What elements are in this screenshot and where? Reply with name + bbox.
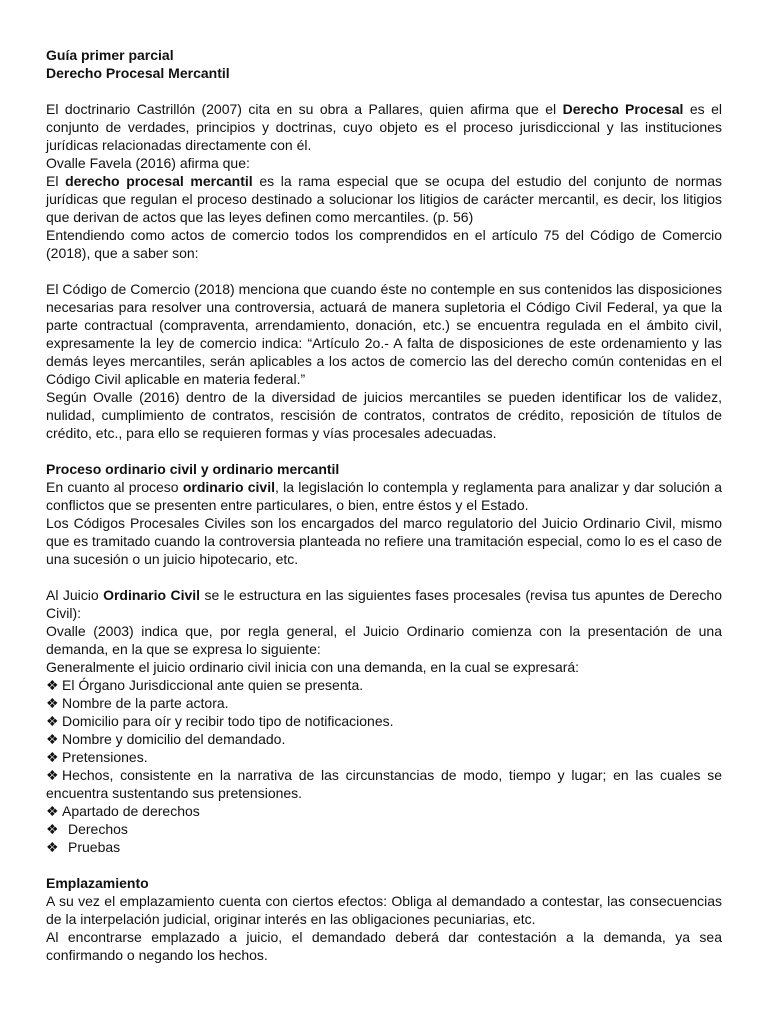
juicio-paragraph-2: Ovalle (2003) indica que, por regla general, el Juicio Ordinario comienza con la presentación de una demanda, en la que se expresa lo siguiente: — [46, 623, 722, 657]
diamond-bullet-icon: ❖ — [46, 839, 59, 855]
derechos-sub-bullet-list — [46, 820, 722, 856]
codigo-paragraph-1: El Código de Comercio (2018) menciona que cuando éste no contemple en sus contenidos las disposiciones necesarias para resolver una controversia, actuará de manera supletoria el Código Civil Federal, ya que la parte contractual (compraventa, arrendamiento, donación, etc.) se encuentra regulada en el ámbito civil, expresamente la ley de comercio indica: “Artículo 2o.- A falta de disposiciones de este ordenamiento y las demás leyes mercantiles, serán aplicables a los actos de comercio las del derecho común contenidas en el Código Civil aplicable en materia federal.” — [46, 281, 722, 387]
proceso-paragraph-2: Los Códigos Procesales Civiles son los encargados del marco regulatorio del Juicio Ordinario Civil, mismo que es tramitado cuando la controversia planteada no refiere una tramitación especial, como lo es el caso de una sucesión o un juicio hipotecario, etc. — [46, 515, 722, 567]
emplazamiento-paragraph-1: A su vez el emplazamiento cuenta con ciertos efectos: Obliga al demandado a contestar, las consecuencias de la interpelación judicial, originar interés en las obligaciones pecuniarias, etc. — [46, 893, 722, 927]
list-item: ❖ Nombre y domicilio del demandado. — [46, 731, 286, 747]
intro-paragraph-3: El derecho procesal mercantil es la rama especial que se ocupa del estudio del conjunto de normas jurídicas que regulan el proceso destinado a solucionar los litigios de carácter mercantil, es decir, los litigios que derivan de actos que las leyes definen como mercantiles. (p. 56) — [46, 173, 722, 225]
spacer — [46, 262, 722, 280]
list-item: ❖ Pruebas — [46, 839, 121, 855]
diamond-bullet-icon: ❖ — [46, 713, 59, 729]
spacer — [46, 856, 722, 874]
juicio-paragraph-1: Al Juicio Ordinario Civil se le estructura en las siguientes fases procesales (revisa tus apuntes de Derecho Civil): — [46, 587, 722, 621]
diamond-bullet-icon: ❖ — [46, 767, 59, 783]
emplazamiento-paragraph-2: Al encontrarse emplazado a juicio, el demandado deberá dar contestación a la demanda, ya sea confirmando o negando los hechos. — [46, 929, 722, 963]
spacer — [46, 442, 722, 460]
list-item: ❖ Hechos, consistente en la narrativa de las circunstancias de modo, tiempo y lugar; en las cuales se encuentra sustentando sus pretensiones. — [46, 767, 722, 801]
diamond-bullet-icon: ❖ — [46, 695, 59, 711]
list-item: ❖ Nombre de la parte actora. — [46, 695, 229, 711]
diamond-bullet-icon: ❖ — [46, 677, 59, 693]
list-item: ❖ Derechos — [46, 821, 128, 837]
intro-paragraph-1: El doctrinario Castrillón (2007) cita en su obra a Pallares, quien afirma que el Derecho Procesal es el conjunto de verdades, principios y doctrinas, cuyo objeto es el proceso jurisdiccional y las instituciones jurídicas relacionadas directamente con él. — [46, 101, 722, 153]
intro-paragraph-2: Ovalle Favela (2016) afirma que: — [46, 155, 250, 171]
proceso-paragraph-1: En cuanto al proceso ordinario civil, la legislación lo contempla y reglamenta para analizar y dar solución a conflictos que se presenten entre particulares, o bien, entre éstos y el Estado. — [46, 479, 722, 513]
codigo-paragraph-2: Según Ovalle (2016) dentro de la diversidad de juicios mercantiles se pueden identificar los de validez, nulidad, cumplimiento de contratos, rescisión de contratos, contratos de crédito, reposición de títulos de crédito, etc., para ello se requieren formas y vías procesales adecuadas. — [46, 389, 722, 441]
list-item: ❖ Apartado de derechos — [46, 803, 200, 819]
document-subtitle: Derecho Procesal Mercantil — [46, 65, 230, 81]
intro-paragraph-4: Entendiendo como actos de comercio todos los comprendidos en el artículo 75 del Código de Comercio (2018), que a saber son: — [46, 227, 722, 261]
document-title: Guía primer parcial — [46, 47, 174, 63]
juicio-paragraph-3: Generalmente el juicio ordinario civil inicia con una demanda, en la cual se expresará: — [46, 659, 580, 675]
list-item: ❖ Pretensiones. — [46, 749, 148, 765]
diamond-bullet-icon: ❖ — [46, 731, 59, 747]
diamond-bullet-icon: ❖ — [46, 749, 59, 765]
diamond-bullet-icon: ❖ — [46, 803, 59, 819]
section-heading-proceso: Proceso ordinario civil y ordinario mercantil — [46, 461, 340, 477]
list-item: ❖ El Órgano Jurisdiccional ante quien se presenta. — [46, 677, 364, 693]
demanda-bullet-list — [46, 676, 722, 820]
section-heading-emplazamiento: Emplazamiento — [46, 875, 149, 891]
spacer — [46, 568, 722, 586]
spacer — [46, 82, 722, 100]
list-item: ❖ Domicilio para oír y recibir todo tipo de notificaciones. — [46, 713, 394, 729]
diamond-bullet-icon: ❖ — [46, 821, 59, 837]
